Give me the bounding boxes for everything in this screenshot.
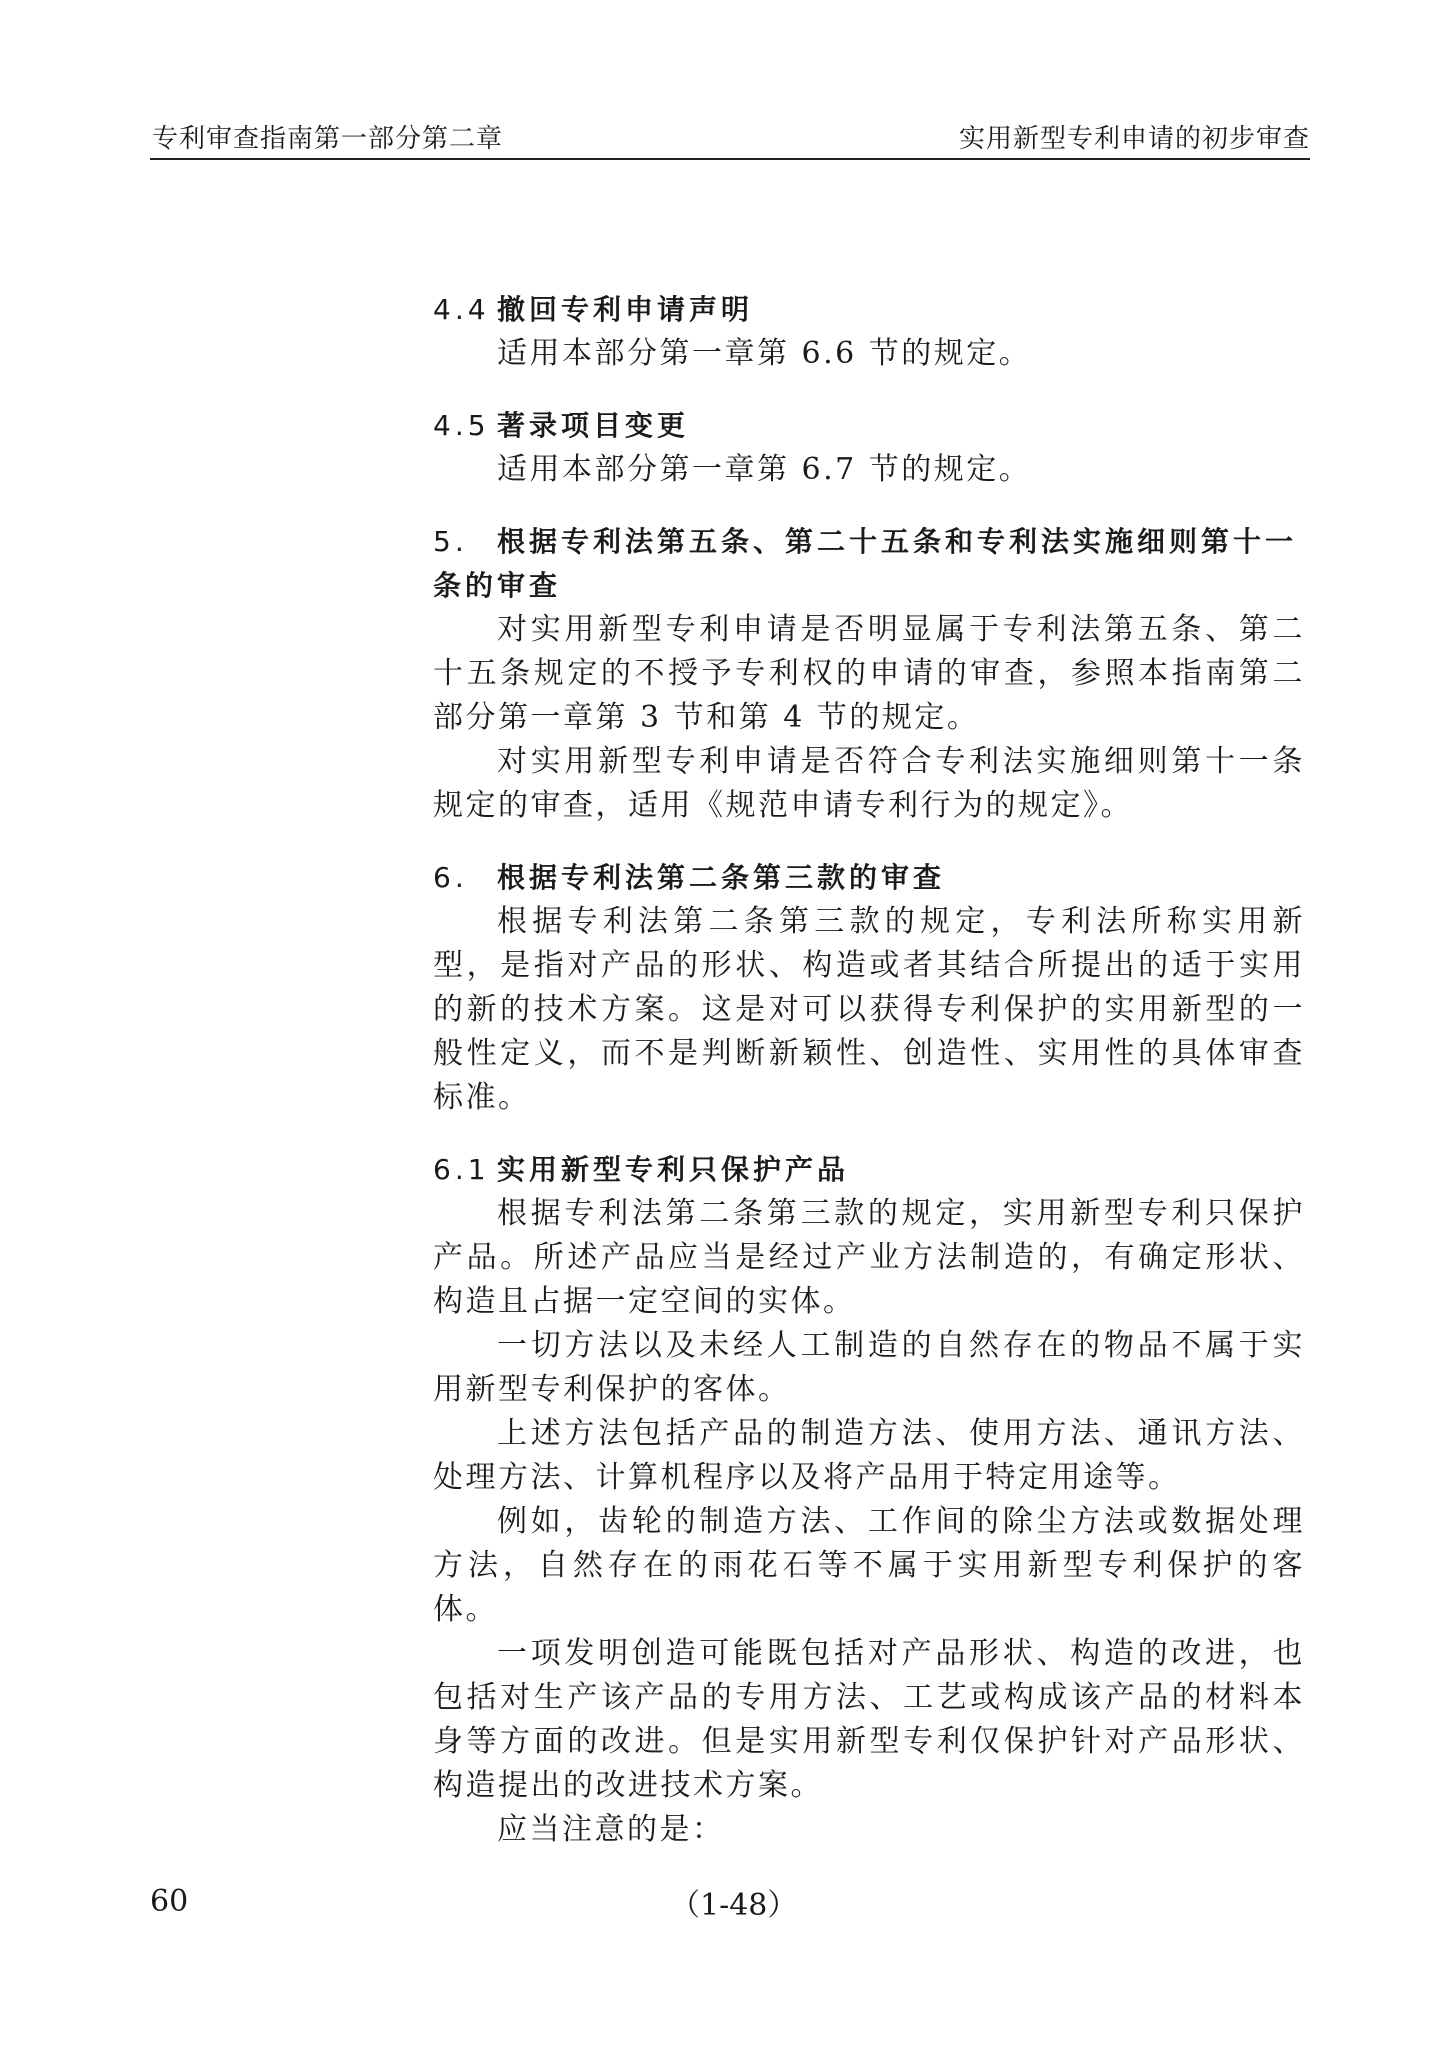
section-heading-4-4: [433, 288, 1305, 332]
paragraph: 一切方法以及未经人工制造的自然存在的物品不属于实用新型专利保护的客体。: [433, 1328, 1305, 1407]
section-title: 著录项目变更: [497, 409, 690, 442]
header-chapter-title: 专利审查指南第一部分第二章: [152, 124, 504, 154]
section-number: 5.: [433, 525, 468, 558]
section-heading-6-1: [433, 1148, 1305, 1192]
section-title: 根据专利法第二条第三款的审查: [497, 861, 946, 894]
section-heading-4-5: [433, 404, 1305, 448]
page-code: （1-48）: [670, 1888, 798, 1923]
section-number: 4.4: [433, 293, 490, 326]
section-title: 根据专利法第五条、第二十五条和专利法实施细则第十一条的审查: [433, 525, 1298, 602]
section-number: 6.: [433, 861, 468, 894]
page-body: [433, 288, 1305, 1852]
section-number: 6.1: [433, 1153, 490, 1186]
paragraph: 应当注意的是：: [497, 1812, 725, 1847]
paragraph: 例如，齿轮的制造方法、工作间的除尘方法或数据处理方法，自然存在的雨花石等不属于实用新型专利保护的客体。: [433, 1504, 1305, 1627]
paragraph: 对实用新型专利申请是否符合专利法实施细则第十一条规定的审查，适用《规范申请专利行为的规定》。: [433, 744, 1305, 823]
paragraph: 适用本部分第一章第 6.6 节的规定。: [497, 336, 1032, 371]
section-title: 撤回专利申请声明: [497, 293, 754, 326]
section-heading-6: [433, 856, 1305, 900]
page-number: 60: [150, 1884, 189, 1919]
header-section-title: 实用新型专利申请的初步审查: [958, 124, 1310, 154]
paragraph: 适用本部分第一章第 6.7 节的规定。: [497, 452, 1032, 487]
running-header: [150, 118, 1310, 160]
section-title: 实用新型专利只保护产品: [497, 1153, 850, 1186]
section-number: 4.5: [433, 409, 490, 442]
section-heading-5: [433, 520, 1305, 608]
paragraph: 根据专利法第二条第三款的规定，实用新型专利只保护产品。所述产品应当是经过产业方法制造的，有确定形状、构造且占据一定空间的实体。: [433, 1196, 1305, 1319]
paragraph: 上述方法包括产品的制造方法、使用方法、通讯方法、处理方法、计算机程序以及将产品用于特定用途等。: [433, 1416, 1305, 1495]
paragraph: 一项发明创造可能既包括对产品形状、构造的改进，也包括对生产该产品的专用方法、工艺或构成该产品的材料本身等方面的改进。但是实用新型专利仅保护针对产品形状、构造提出的改进技术方案。: [433, 1636, 1305, 1803]
paragraph: 对实用新型专利申请是否明显属于专利法第五条、第二十五条规定的不授予专利权的申请的审查，参照本指南第二部分第一章第 3 节和第 4 节的规定。: [433, 612, 1305, 735]
paragraph: 根据专利法第二条第三款的规定，专利法所称实用新型，是指对产品的形状、构造或者其结合所提出的适于实用的新的技术方案。这是对可以获得专利保护的实用新型的一般性定义，而不是判断新颖性、创造性、实用性的具体审查标准。: [433, 904, 1305, 1115]
